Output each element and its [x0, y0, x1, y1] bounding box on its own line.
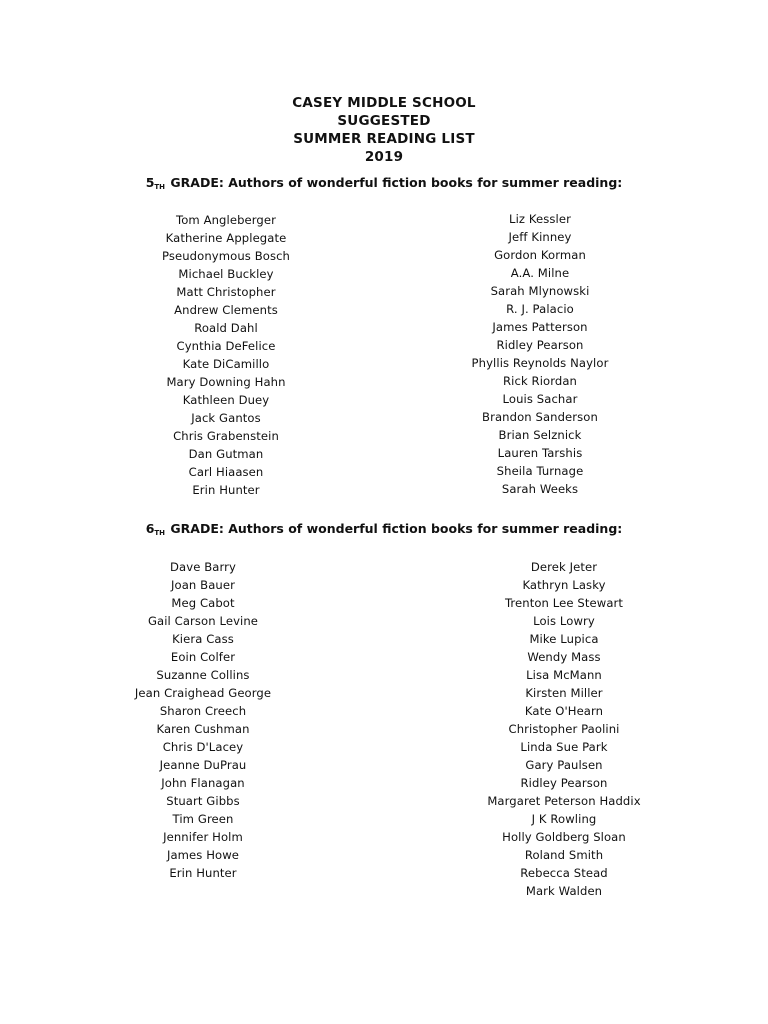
author-name: Mark Walden	[525, 884, 603, 898]
grade-number: 5	[145, 175, 155, 190]
author-name: Sharon Creech	[159, 704, 247, 718]
author-name: Christopher Paolini	[508, 722, 620, 736]
author-name: Kathleen Duey	[182, 393, 270, 407]
author-name: Kate O'Hearn	[524, 704, 604, 718]
title-suggested: SUGGESTED	[337, 113, 431, 129]
author-name: Gordon Korman	[494, 248, 586, 262]
author-name: Cynthia DeFelice	[176, 339, 276, 353]
grade-heading-text: GRADE: Authors of wonderful fiction books for summer reading:	[170, 521, 623, 536]
author-name: John Flanagan	[161, 776, 245, 790]
author-name: Lauren Tarshis	[497, 446, 583, 460]
author-name: Jean Craighead George	[134, 686, 272, 700]
author-name: Roland Smith	[524, 848, 604, 862]
author-name: Mike Lupica	[529, 632, 599, 646]
author-name: Dan Gutman	[188, 447, 264, 461]
author-name: Trenton Lee Stewart	[504, 596, 624, 610]
author-name: Suzanne Collins	[156, 668, 250, 682]
author-name: Pseudonymous Bosch	[161, 249, 291, 263]
document-title	[0, 94, 768, 166]
author-name: Gary Paulsen	[525, 758, 603, 772]
grade-5-left-column	[96, 211, 356, 499]
author-name: Kirsten Miller	[525, 686, 603, 700]
author-name: Gail Carson Levine	[147, 614, 259, 628]
author-name: Carl Hiaasen	[188, 465, 264, 479]
author-name: Mary Downing Hahn	[166, 375, 286, 389]
author-name: Brian Selznick	[498, 428, 582, 442]
grade-suffix: TH	[154, 529, 166, 537]
author-name: Sarah Mlynowski	[490, 284, 590, 298]
author-name: Jennifer Holm	[163, 830, 243, 844]
author-name: Matt Christopher	[176, 285, 276, 299]
grade-6-right-column	[434, 558, 694, 900]
author-name: Kate DiCamillo	[182, 357, 270, 371]
author-name: Margaret Peterson Haddix	[487, 794, 641, 808]
author-name: Meg Cabot	[171, 596, 235, 610]
author-name: Liz Kessler	[509, 212, 571, 226]
author-name: Karen Cushman	[156, 722, 250, 736]
author-name: Phyllis Reynolds Naylor	[471, 356, 609, 370]
author-name: Erin Hunter	[192, 483, 260, 497]
title-reading-list: SUMMER READING LIST	[293, 131, 475, 147]
author-name: Tom Angleberger	[176, 213, 276, 227]
grade-suffix: TH	[154, 183, 166, 191]
author-name: Chris D'Lacey	[162, 740, 244, 754]
author-name: J K Rowling	[531, 812, 597, 826]
grade-5-right-column	[410, 210, 670, 498]
author-name: James Patterson	[492, 320, 588, 334]
author-name: Wendy Mass	[527, 650, 601, 664]
grade-6-heading	[0, 521, 768, 539]
author-name: Jeanne DuPrau	[159, 758, 247, 772]
author-name: Lois Lowry	[533, 614, 595, 628]
author-name: Michael Buckley	[178, 267, 274, 281]
author-name: Stuart Gibbs	[166, 794, 240, 808]
author-name: Rick Riordan	[503, 374, 577, 388]
school-name: CASEY MIDDLE SCHOOL	[292, 95, 476, 111]
author-name: Sarah Weeks	[501, 482, 579, 496]
author-name: Brandon Sanderson	[482, 410, 598, 424]
author-name: Linda Sue Park	[520, 740, 608, 754]
author-name: Ridley Pearson	[496, 338, 584, 352]
author-name: Katherine Applegate	[165, 231, 287, 245]
author-name: Tim Green	[172, 812, 234, 826]
author-name: Chris Grabenstein	[173, 429, 279, 443]
author-name: Kiera Cass	[172, 632, 234, 646]
author-name: Jack Gantos	[191, 411, 261, 425]
author-name: Sheila Turnage	[496, 464, 584, 478]
author-name: Rebecca Stead	[520, 866, 608, 880]
author-name: R. J. Palacio	[506, 302, 574, 316]
author-name: Kathryn Lasky	[522, 578, 606, 592]
author-name: Derek Jeter	[530, 560, 598, 574]
author-name: Andrew Clements	[174, 303, 278, 317]
author-name: Eoin Colfer	[170, 650, 236, 664]
grade-number: 6	[145, 521, 155, 536]
author-name: Ridley Pearson	[520, 776, 608, 790]
title-year: 2019	[364, 149, 404, 165]
author-name: Lisa McMann	[526, 668, 602, 682]
author-name: Jeff Kinney	[508, 230, 572, 244]
author-name: Roald Dahl	[194, 321, 258, 335]
author-name: James Howe	[166, 848, 240, 862]
author-name: Holly Goldberg Sloan	[502, 830, 626, 844]
author-name: A.A. Milne	[510, 266, 570, 280]
author-name: Erin Hunter	[169, 866, 237, 880]
author-name: Louis Sachar	[502, 392, 578, 406]
grade-5-heading	[0, 175, 768, 193]
author-name: Dave Barry	[170, 560, 236, 574]
author-name: Joan Bauer	[171, 578, 235, 592]
grade-heading-text: GRADE: Authors of wonderful fiction books for summer reading:	[170, 175, 623, 190]
grade-6-left-column	[73, 558, 333, 882]
